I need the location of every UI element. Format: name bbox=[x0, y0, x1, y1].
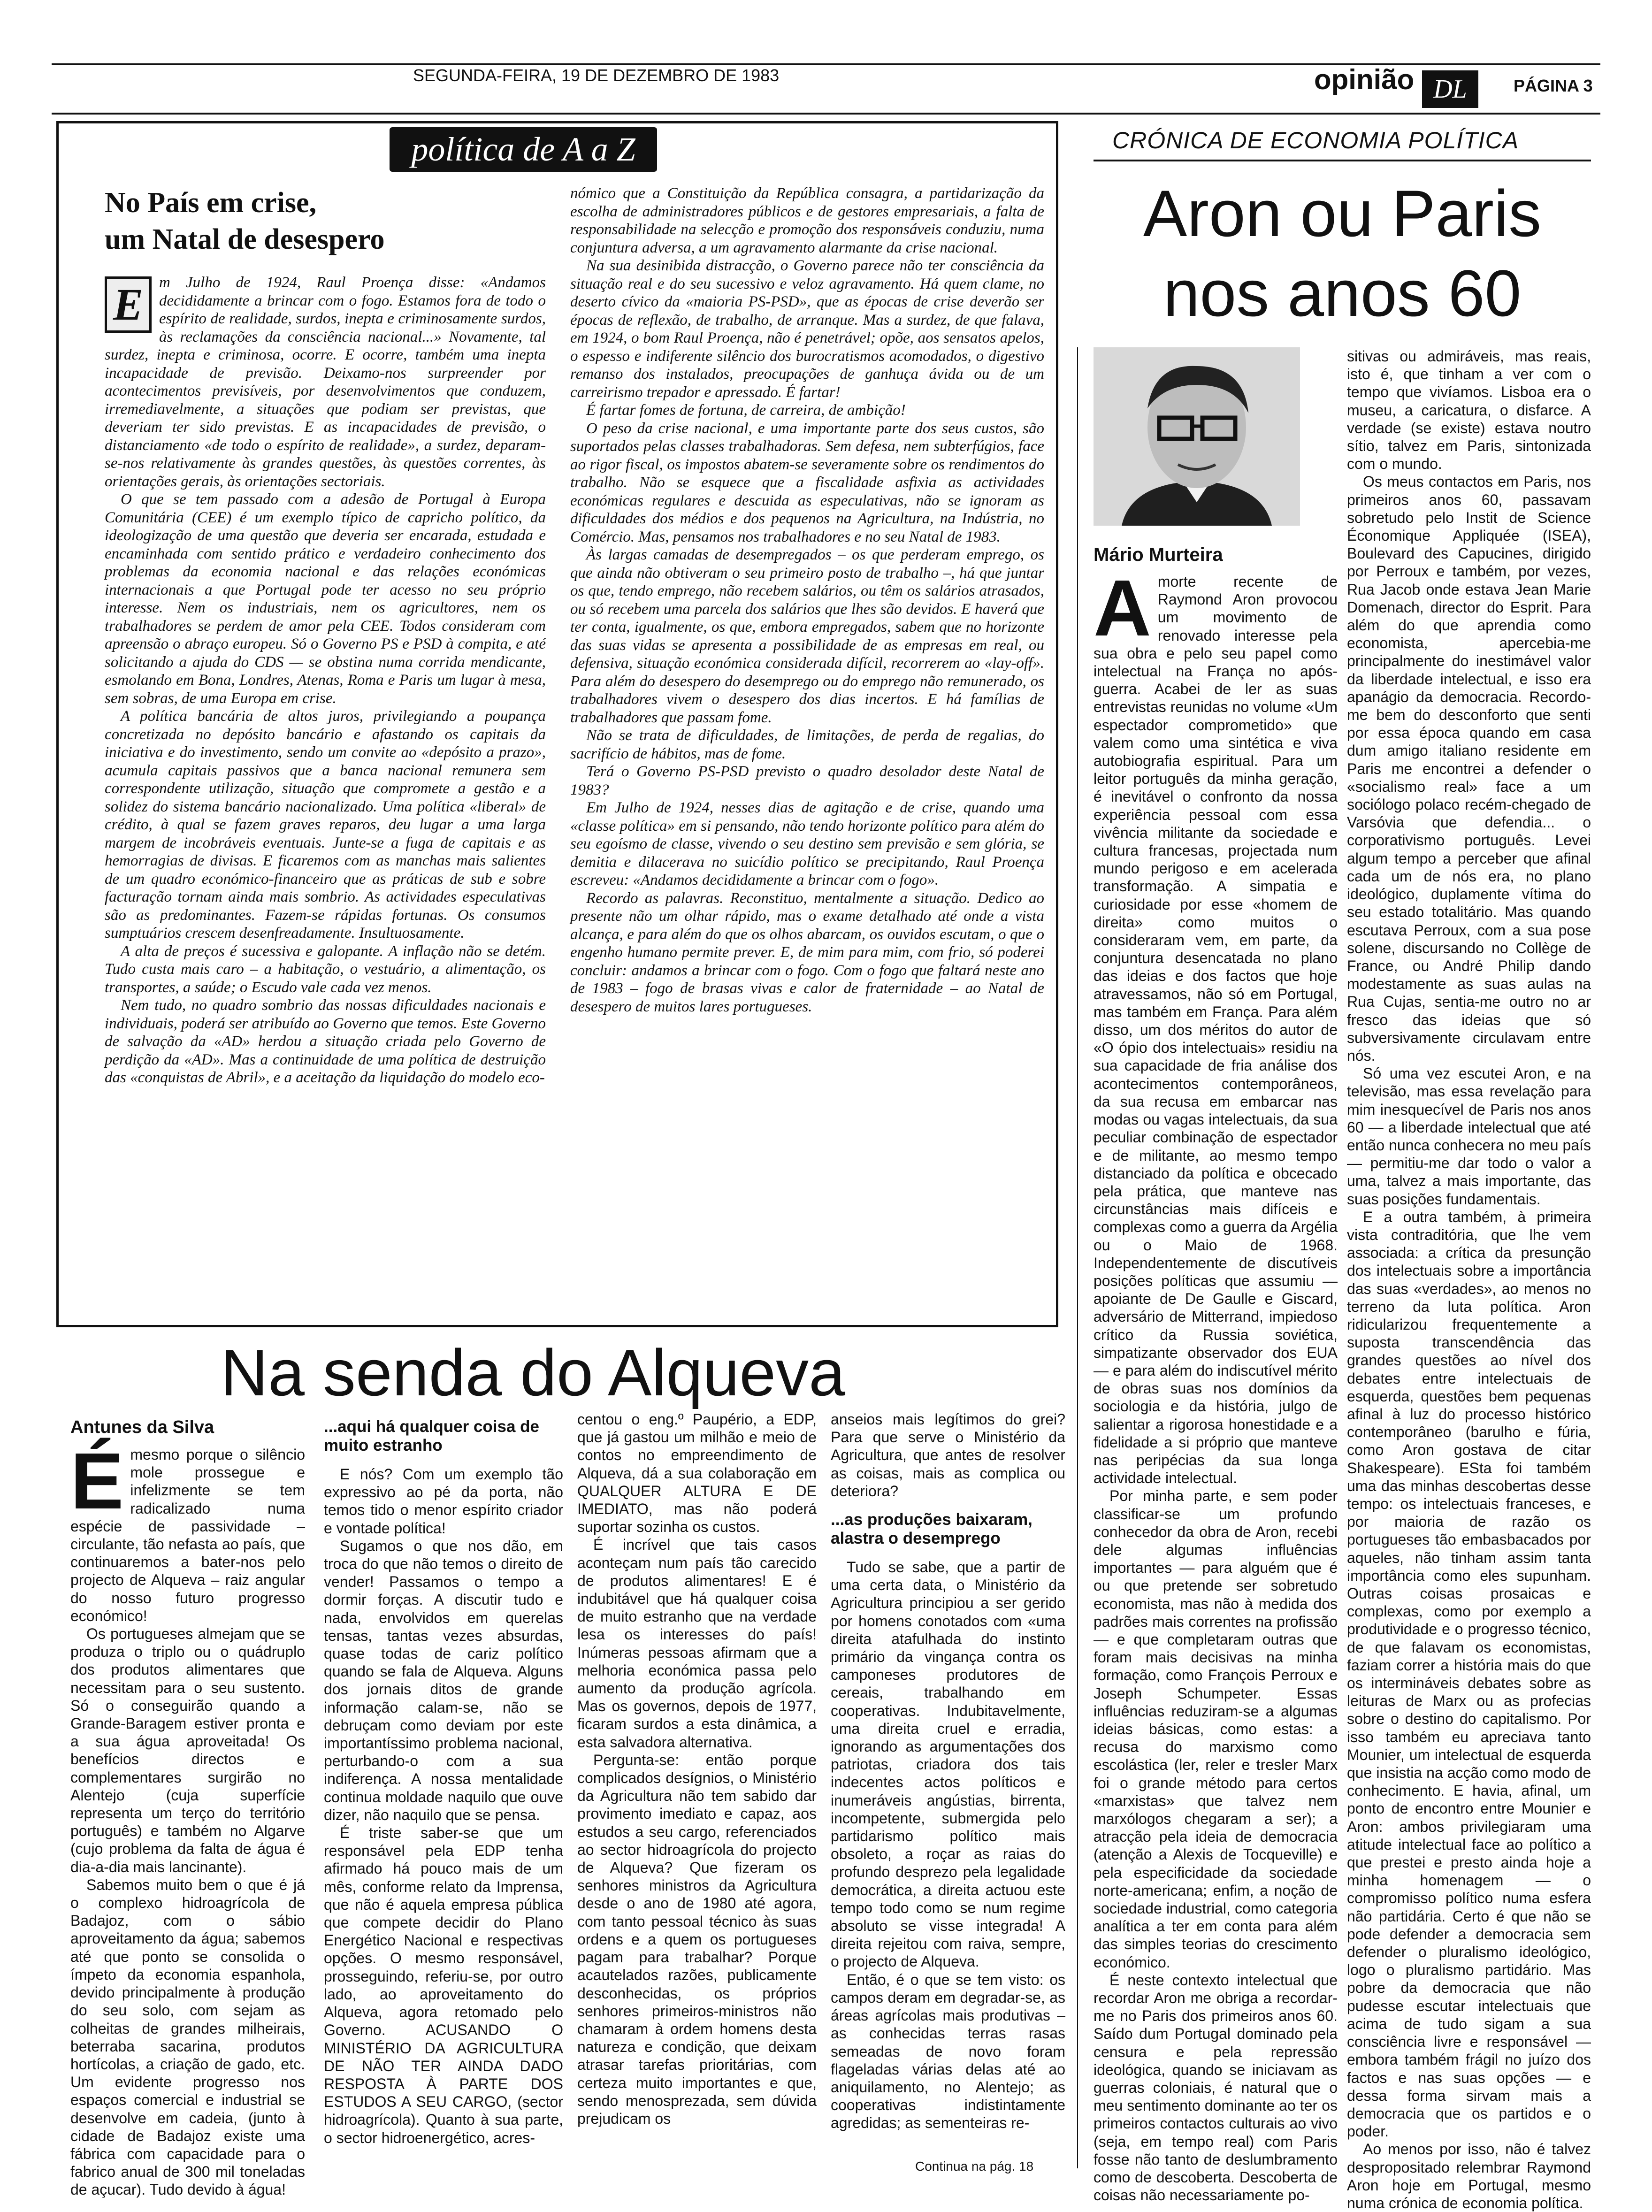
article1-headline bbox=[105, 184, 527, 258]
paragraph: nómico que a Constituição da República consagra, a partidarização da escolha de administradores públicos e de gestores empresariais, a falta de responsabilidade na selecção e promoção dos responsáveis conduziu, numa conjuntura adversa, a um agravamento alarmante da crise nacional. bbox=[570, 185, 1044, 256]
paragraph: A alta de preços é sucessiva e galopante. A inflação não se detém. Tudo custa mais caro – a habitação, o vestuário, a alimentação, os transportes, a saúde; o Escudo vale cada vez menos. bbox=[105, 942, 546, 996]
paragraph: É triste saber-se que um responsável pela EDP tenha afirmado há pouco mais de um mês, conforme relato da Imprensa, que não é aquela empresa pública que compete decidir do Plano Energético Nacional e respectivas opções. O mesmo responsável, prosseguindo, referiu-se, por outro lado, ao aproveitamento do Alqueva, agora retomado pelo Governo. ACUSANDO O MINISTÉRIO DA AGRICULTURA DE NÃO TER AINDA DADO RESPOSTA À PARTE DOS ESTUDOS A SEU CARGO, (sector hidroagrícola). Quanto à sua parte, o sector hidroenergético, acres- bbox=[324, 1824, 563, 2146]
drop-cap-e-accent: É bbox=[70, 1437, 124, 1526]
paragraph: Na sua desinibida distracção, o Governo parece não ter consciência da situação real e do seu sucessivo e veloz agravamento. Há quem clame, no deserto cívico da «maioria PS-PSD», que as épocas de crise deverão ser épocas de reflexão, de trabalho, de arranque. Mas a surdez, de que falava, em 1924, o bom Raul Proença, não é penetrável; opõe, aos sensatos apelos, o espesso e indiferente silêncio dos burocratismos acomodados, o digestivo remanso dos instalados, preocupações de ganhuça ávida ou de um carreirismo trepador e apressado. É fartar! bbox=[570, 257, 1044, 401]
paragraph: E nós? Com um exemplo tão expressivo ao pé da porta, não temos tido o menor espírito criador e vontade política! bbox=[324, 1466, 563, 1537]
section-label: opinião bbox=[1314, 64, 1415, 95]
article2-headline bbox=[1094, 174, 1591, 333]
article3-column-1 bbox=[70, 1437, 305, 2199]
portrait-illustration bbox=[1094, 347, 1300, 526]
paragraph: É neste contexto intelectual que recordar Aron me obriga a recordar-me no Paris dos primeiros anos 60. Saído dum Portugal dominado pela censura e pela repressão ideológica, quando se iniciavam as guerras coloniais, é natural que o meu sentimento dominante ao ter os primeiros contactos culturais ao vivo (seja, em tempo real) com Paris fosse não tanto de deslumbramento como de descoberta. Descoberta de coisas não necessariamente po- bbox=[1094, 1971, 1338, 2204]
paragraph: Os meus contactos em Paris, nos primeiros anos 60, passavam sobretudo pelo Instit de Science Économique Appliquée (ISEA), Boulevard des Capucines, dirigido por Perroux e também, por vezes, Rua Jacob onde estava Jean Marie Domenach, director do Esprit. Para além do que aprendia como economista, apercebia-me principalmente do inestimável valor da liberdade intelectual, e isso era apanágio da democracia. Recordo-me bem do desconforto que senti por essa época quando em casa dum amigo italiano residente em Paris me encontrei a defender o «socialismo real» face a um sociólogo polaco recém-chegado de Varsóvia que defendia... o corporativismo português. Levei algum tempo a perceber que afinal cada um de nós era, no plano ideológico, duplamente vítima do seu estado totalitário. Mas quando escutava Perroux, com a sua pose solene, discursando no Collège de France, ou André Philip dando modestamente as suas aulas na Rua Cujas, sentia-me outro no ar fresco das ideias que só subversivamente circulavam entre nós. bbox=[1347, 473, 1591, 1064]
article-crisis-box bbox=[56, 121, 1058, 1327]
drop-cap-a: A bbox=[1094, 564, 1151, 653]
paragraph: Pergunta-se: então porque complicados desígnios, o Ministério da Agricultura não tem sabido dar provimento imediato e capaz, aos estudos a seu cargo, referenciados ao sector hidroagrícola do projecto de Alqueva? Que fizeram os senhores ministros da Agricultura desde o ano de 1980 até agora, com tanto pessoal técnico às suas ordens e a quem os portugueses pagam para trabalhar? Porque acautelados razões, publicamente desconhecidas, os próprios senhores primeiros-ministros não chamaram à ordem homens desta natureza e condição, que deixam atrasar tarefas prioritárias, com certeza muito importantes e que, sendo menosprezada, sem dúvida prejudicam os bbox=[577, 1751, 817, 2127]
paragraph: Nem tudo, no quadro sombrio das nossas dificuldades nacionais e individuais, poderá ser atribuído ao Governo que temos. Este Governo de salvação da «AD» herdou a situação criada pelo Governo de perdição da «AD». Mas a continuidade de uma política de destruição das «conquistas de Abril», e a aceitação da liquidação do modelo eco- bbox=[105, 997, 546, 1086]
paragraph: É incrível que tais casos aconteçam num país tão carecido de produtos alimentares! E é indubitável que há qualquer coisa de muito estranho que na verdade lesa os interesses do país! Inúmeras pessoas afirmam que a melhoria económica passa pelo aumento da produção agrícola. Mas os governos, depois de 1977, ficaram surdos a esta dinâmica, a esta salvadora alternativa. bbox=[577, 1536, 817, 1751]
paragraph: morte recente de Raymond Aron provocou um movimento de renovado interesse pela sua obra e pelo seu papel como intelectual na França no após-guerra. Acabei de ler as suas entrevistas reunidas no volume «Um espectador comprometido» que valem como uma sintética e viva autobiografia espiritual. Para um leitor português da minha geração, é inevitável o confronto da nossa experiência pessoal com essa vivência militante da sociedade e cultura francesas, projectada num mundo perigoso e em acelerada transformação. A simpatia e curiosidade por esse «homem de direita» como muitos o consideraram vem, em parte, da conjuntura desencatada no plano das ideias e dos factos que hoje atravessamos, não só em Portugal, mas também em França. Para além disso, um dos méritos do autor de «O ópio dos intelectuais» residiu na sua capacidade de fria análise dos acontecimentos contemporâneos, da sua recusa em embarcar nas modas ou vagas intelectuais, da sua peculiar combinação de espectador e de militante, ao mesmo tempo distanciado da política e obcecado pela prática, que manteve nas circunstâncias mais difíceis e complexas como a guerra da Argélia ou o Maio de 1968. Independentemente de discutíveis posições políticas que assumiu — apoiante de De Gaulle e Giscard, adversário de Mitterrand, impiedoso crítico da Russia soviética, simpatizante observador dos EUA — e para além do indiscutível mérito de obras suas nos domínios da sociologia e da história, julgo de salientar a rigorosa honestidade e a fidelidade a si próprio que manteve nas peripécias da sua longa actividade intelectual. bbox=[1094, 573, 1338, 1487]
headline-line-1: Aron ou Paris bbox=[1143, 176, 1542, 250]
paragraph: Então, é o que se tem visto: os campos deram em degradar-se, as áreas agrícolas mais produtivas – as conhecidas terras rasas semeadas de novo foram flageladas várias delas até ao aniquilamento, no Alentejo; as cooperativas indistintamente agredidas; as sementeiras re- bbox=[831, 1971, 1065, 2132]
paragraph: anseios mais legítimos do grei? Para que serve o Ministério da Agricultura, que antes de resolver as coisas, mais as complica ou deteriora? bbox=[831, 1411, 1065, 1500]
paragraph: É fartar fomes de fortuna, de carreira, de ambição! bbox=[586, 402, 906, 419]
paragraph: Ao menos por isso, não é talvez despropositado relembrar Raymond Aron hoje em Portugal, mesmo numa crónica de economia política. bbox=[1347, 2141, 1591, 2212]
paragraph: Às largas camadas de desempregados – os que perderam emprego, os que ainda não obtiveram o seu primeiro posto de trabalho –, há que juntar os que, tendo emprego, não recebem salários, ou têm os salários atrasados, ou só recebem uma parcela dos salários que lhes são devidos. E haverá que ter conta, igualmente, os que, embora empregados, sabem que no horizonte das suas vidas se apresenta a possibilidade de as empresas em real, ou defensiva, situação económica considerada difícil, recorrerem ao «lay-off». Para além do desespero do desemprego ou do emprego não remunerado, os trabalhadores vivem o desespero dos dias incertos. E há famílias de trabalhadores que passam fome. bbox=[570, 546, 1044, 726]
article3-headline: Na senda do Alqueva bbox=[221, 1336, 846, 1409]
paragraph: Os portugueses almejam que se produza o triplo ou o quádruplo dos produtos alimentares que necessitam para o seu sustento. Só o conseguirão quando a Grande-Baragem estiver pronta e a sua água aproveitada! Os benefícios directos e complementares surgirão no Alentejo (cuja superfície representa um terço do território português) e também no Algarve (cujo problema da falta de água é dia-a-dia mais lancinante). bbox=[70, 1625, 305, 1875]
article3-column-3 bbox=[577, 1410, 817, 2128]
article3-column-2 bbox=[324, 1417, 563, 2147]
paragraph: Sabemos muito bem o que é já o complexo hidroagrícola de Badajoz, com o sábio aproveitamento da água; sabemos até que ponto se consolida o ímpeto da economia espanhola, devido principalmente à produção do seu solo, com sejam as colheitas de grandes milheirais, beterraba sacarina, produtos hortícolas, a criação de gado, etc. Um evidente progresso nos espaços comercial e industrial se desenvolve em cadeia, (junto à cidade de Badajoz existe uma fábrica com capacidade para o fabrico anual de 300 mil toneladas de açucar). Tudo devido à água! bbox=[70, 1876, 305, 2198]
masthead bbox=[0, 0, 1652, 113]
paragraph: Não se trata de dificuldades, de limitações, de perda de regalias, do sacrifício de hábitos, mas de fome. bbox=[570, 727, 1044, 762]
headline-line-1: No País em crise, bbox=[105, 187, 317, 219]
paragraph: O que se tem passado com a adesão de Portugal à Europa Comunitária (CEE) é um exemplo típico de capricho político, da ideologização de uma questão que deveria ser encarada, estudada e encaminhada com sentido prático e verdadeiro conhecimento dos problemas da economia nacional e das relações económicas internacionais a que Portugal pode ter acesso no seu próprio interesse. Nem os industriais, nem os agricultores, nem os trabalhadores se perdem de amor pela CEE. Todos consideram com apreensão o abraço europeu. Só o Governo PS e PSD à compita, e até solicitando a ajuda do CDS — se obstina numa corrida mendicante, esmolando em Bona, Londres, Atenas, Roma e Paris um lugar à mesa, sem sobras, de uma Europa em crise. bbox=[105, 491, 546, 707]
paragraph: Tudo se sabe, que a partir de uma certa data, o Ministério da Agricultura principiou a ser gerido por homens conotados com «uma direita atafulhada do instinto primário da vingança contra os camponeses produtores de cereais, trabalhando em cooperativas. Indubitavelmente, uma direita cruel e erradia, ignorando as argumentações dos patriotas, criadora dos tais indecentes actos políticos e inumeráveis angústias, birrenta, incompetente, submergida pelo partidarismo político mais obsoleto, a roçar as raias do profundo desprezo pela legalidade democrática, a direita actuou este tempo todo como se num regime absoluto se visse integrada! A direita rejeitou com raiva, sempre, o projecto de Alqueva. bbox=[831, 1559, 1065, 1970]
paragraph: sitivas ou admiráveis, mas reais, isto é, que tinham a ver com o tempo que vivíamos. Lisboa era o museu, a caricatura, o disfarce. A verdade (se existe) estava noutro sítio, talvez em Paris, sintonizada com o mundo. bbox=[1347, 348, 1591, 473]
paragraph: O peso da crise nacional, e uma importante parte dos seus custos, são suportados pelas classes trabalhadoras. Sem defesa, nem subterfúgios, face ao rigor fiscal, os impostos abatem-se severamente sobre os rendimentos do trabalho. Não se esquece que a fiscalidade asfixia as actividades económicas regulares e descuida as especulativas, não se ignoram as dificuldades dos médios e dos pequenos na Agricultura, na Indústria, no Comércio. Mas, pensamos nos trabalhadores e no seu Natal de 1983. bbox=[570, 420, 1044, 545]
newspaper-logo bbox=[1422, 70, 1478, 108]
masthead-date: SEGUNDA-FEIRA, 19 DE DEZEMBRO DE 1983 bbox=[413, 66, 780, 85]
paragraph: mesmo porque o silêncio mole prossegue e infelizmente se tem radicalizado numa espécie de passividade – circulante, tão nefasta ao país, que continuaremos a bater-nos pelo projecto de Alqueva – raiz angular do nosso futuro progresso económico! bbox=[70, 1446, 305, 1624]
article3-author: Antunes da Silva bbox=[70, 1417, 214, 1437]
headline-line-2: um Natal de desespero bbox=[105, 223, 385, 255]
article3-subhead-1: ...aqui há qualquer coisa de muito estranho bbox=[324, 1417, 539, 1454]
article2-column-2 bbox=[1347, 347, 1591, 2212]
paragraph: centou o eng.º Paupério, a EDP, que já gastou um milhão e meio de contos no empreendimento de Alqueva, dá a sua colaboração em QUALQUER ALTURA E DE IMEDIATO, mas não poderá suportar sozinha os custos. bbox=[577, 1411, 817, 1536]
article2-column-1 bbox=[1094, 564, 1338, 2204]
banner-text: política de A a Z bbox=[411, 130, 635, 168]
article2-kicker: CRÓNICA DE ECONOMIA POLÍTICA bbox=[1112, 127, 1519, 153]
paragraph: E a outra também, à primeira vista contraditória, que lhe vem associada: a crítica da presunção dos intelectuais sobre a importância das suas «verdades», ao menos no terreno da luta política. Aron ridicularizou frequentemente a suposta transcendência das grandes questões ao nível dos debates entre intelectuais de esquerda, questões bem pequenas afinal à luz do processo histórico contemporâneo (barulho e fúria, como Aron gostava de citar Shakespeare). ESta foi também uma das minhas descobertas desse tempo: os intelectuais franceses, e por maioria de razão os portugueses tão embasbacados por aqueles, não tinham assim tanta importância como eles supunham. Outras coisas prosaicas e complexas, como por exemplo a produtividade e o progresso técnico, de que falavam os economistas, faziam correr a história mais do que os intermináveis debates sobre as leituras de Marx ou as profecias sobre o destino do capitalismo. Por isso também eu apreciava tanto Mounier, um intelectual de esquerda que insistia na acção como modo de conhecimento. E havia, afinal, um ponto de encontro entre Mounier e Aron: ambos privilegiaram uma atitude intelectual face ao político a que prestei e presto ainda hoje a minha homenagem — o compromisso político numa esfera não partidária. Certo é que não se pode defender a democracia sem defender o pluralismo ideológico, logo o pluralismo partidário. Mas pobre da democracia que não pudesse escutar intelectuais que acima de tudo sigam a sua consciência livre e responsável — embora também frágil no juízo dos factos e nas suas opções — e dessa forma sirvam mais a democracia que os partidos e o poder. bbox=[1347, 1208, 1591, 2140]
column-divider bbox=[1077, 347, 1078, 2168]
masthead-divider bbox=[52, 113, 1600, 115]
logo-text: DL bbox=[1433, 75, 1467, 104]
paragraph: Por minha parte, e sem poder classificar-se um profundo conhecedor da obra de Aron, recebi dele algumas influências importantes — para alguém que é ou que pretende ser sobretudo economista, mas não à medida dos padrões mais correntes na profissão — e que completaram outras que foram mais decisivas na minha formação, como François Perroux e Joseph Schumpeter. Essas influências reduziram-se a algumas ideias básicas, como estas: a recusa do marxismo como escolástica (ler, reler e tresler Marx foi o grande método para certos «marxistas» que talvez nem marxólogos chegaram a ser); a atracção pela ideia de democracia (atenção a Alexis de Tocqueville) e pela especificidade da sociedade norte-americana; enfim, a noção de sociedade industrial, como categoria analítica a ter em conta para além das simples teorias do crescimento económico. bbox=[1094, 1487, 1338, 1971]
column-banner bbox=[390, 127, 657, 172]
continued-note: Continua na pág. 18 bbox=[915, 2159, 1034, 2174]
article3-column-4 bbox=[831, 1410, 1065, 2132]
drop-cap-e: E bbox=[105, 276, 152, 333]
page-number: PÁGINA 3 bbox=[1514, 76, 1593, 95]
article1-column-2 bbox=[570, 184, 1044, 1016]
article1-column-1 bbox=[105, 274, 546, 1087]
paragraph: m Julho de 1924, Raul Proença disse: «Andamos decididamente a brincar com o fogo. Estamos fora de todo o espírito de realidade, surdos, inepta e criminosamente surdos, às reclamações da consciência nacional...» Novamente, tal surdez, inepta e criminosa, ocorre. E ocorre, também uma inepta incapacidade de previsão. Deixamo-nos surpreender por acontecimentos previsíveis, por desenvolvimentos que conduzem, irremediavelmente, a situações que podiam ser previstas, que deveriam ter sido previstas. E as incapacidades de previsão, o distanciamento «de todo o espírito de realidade», a surdez, deparam-se-nos relativamente às grandes questões, às questões correntes, às orientações gerais, às orientações sectoriais. bbox=[105, 274, 546, 490]
kicker-underline bbox=[1094, 160, 1591, 161]
paragraph: Terá o Governo PS-PSD previsto o quadro desolador deste Natal de 1983? bbox=[570, 763, 1044, 798]
author-portrait bbox=[1094, 347, 1300, 526]
paragraph: Recordo as palavras. Reconstituo, mentalmente a situação. Dedico ao presente não um olhar rápido, mas o exame detalhado até onde a vista alcança, e para além do que os olhos abarcam, os ouvidos escutam, o que o engenho humano permite prever. E, de mim para mim, com frio, só poderei concluir: andamos a brincar com o fogo. Com o fogo que faltará neste ano de 1983 – fogo de brasas vivas e calor de fraternidade – ao Natal de desespero de muitos lares portugueses. bbox=[570, 889, 1044, 1015]
article2-author: Mário Murteira bbox=[1094, 544, 1223, 565]
paragraph: Sugamos o que nos dão, em troca do que não temos o direito de vender! Passamos o tempo a dormir forças. A discutir tudo e nada, envolvidos em querelas tensas, tantas vezes absurdas, quase todas de cariz político quando se fala de Alqueva. Alguns dos jornais ditos de grande informação calam-se, não se debruçam como deviam por este importantíssimo problema nacional, perturbando-o com a sua indiferença. A nossa mentalidade continua moldade naquilo que ouve dizer, não naquilo que se pensa. bbox=[324, 1537, 563, 1823]
headline-line-2: nos anos 60 bbox=[1163, 256, 1522, 330]
paragraph: Em Julho de 1924, nesses dias de agitação e de crise, quando uma «classe política» em si pensando, não tendo horizonte político para além do seu egoísmo de classe, vivendo o seu destino sem previsão e sem glória, se demitia e dilacerava no suicídio político se precipitando, Raul Proença escreveu: «Andamos decididamente a brincar com o fogo». bbox=[570, 799, 1044, 888]
article3-subhead-2: ...as produções baixaram, alastra o desemprego bbox=[831, 1510, 1032, 1548]
paragraph: Só uma vez escutei Aron, e na televisão, mas essa revelação para mim inesquecível de Paris nos anos 60 — a liberdade intelectual que até então nunca conhecera no meu país — permitiu-me dar todo o valor a uma, talvez a mais importante, das suas posições fundamentais. bbox=[1347, 1065, 1591, 1208]
paragraph: A política bancária de altos juros, privilegiando a poupança concretizada no depósito bancário e afastando os capitais da iniciativa e do investimento, sendo um convite ao «depósito a prazo», acumula capitais passivos que a banca nacional remunera sem correspondente utilização, situação que compromete a gestão e a solidez do sistema bancário nacionalizado. Uma política «liberal» de crédito, à qual se fazem graves reparos, deu lugar a uma larga margem de incobráveis eventuais. Junte-se a fuga de capitais e as hemorragias de divisas. E ficaremos com as manchas mais salientes de um quadro económico-financeiro que as práticas de sub e sobre facturação tornam ainda mais sombrio. As actividades especulativas são as predominantes. Fazem-se rápidas fortunas. Os consumos sumptuários crescem desenfreadamente. Insultuosamente. bbox=[105, 708, 546, 941]
